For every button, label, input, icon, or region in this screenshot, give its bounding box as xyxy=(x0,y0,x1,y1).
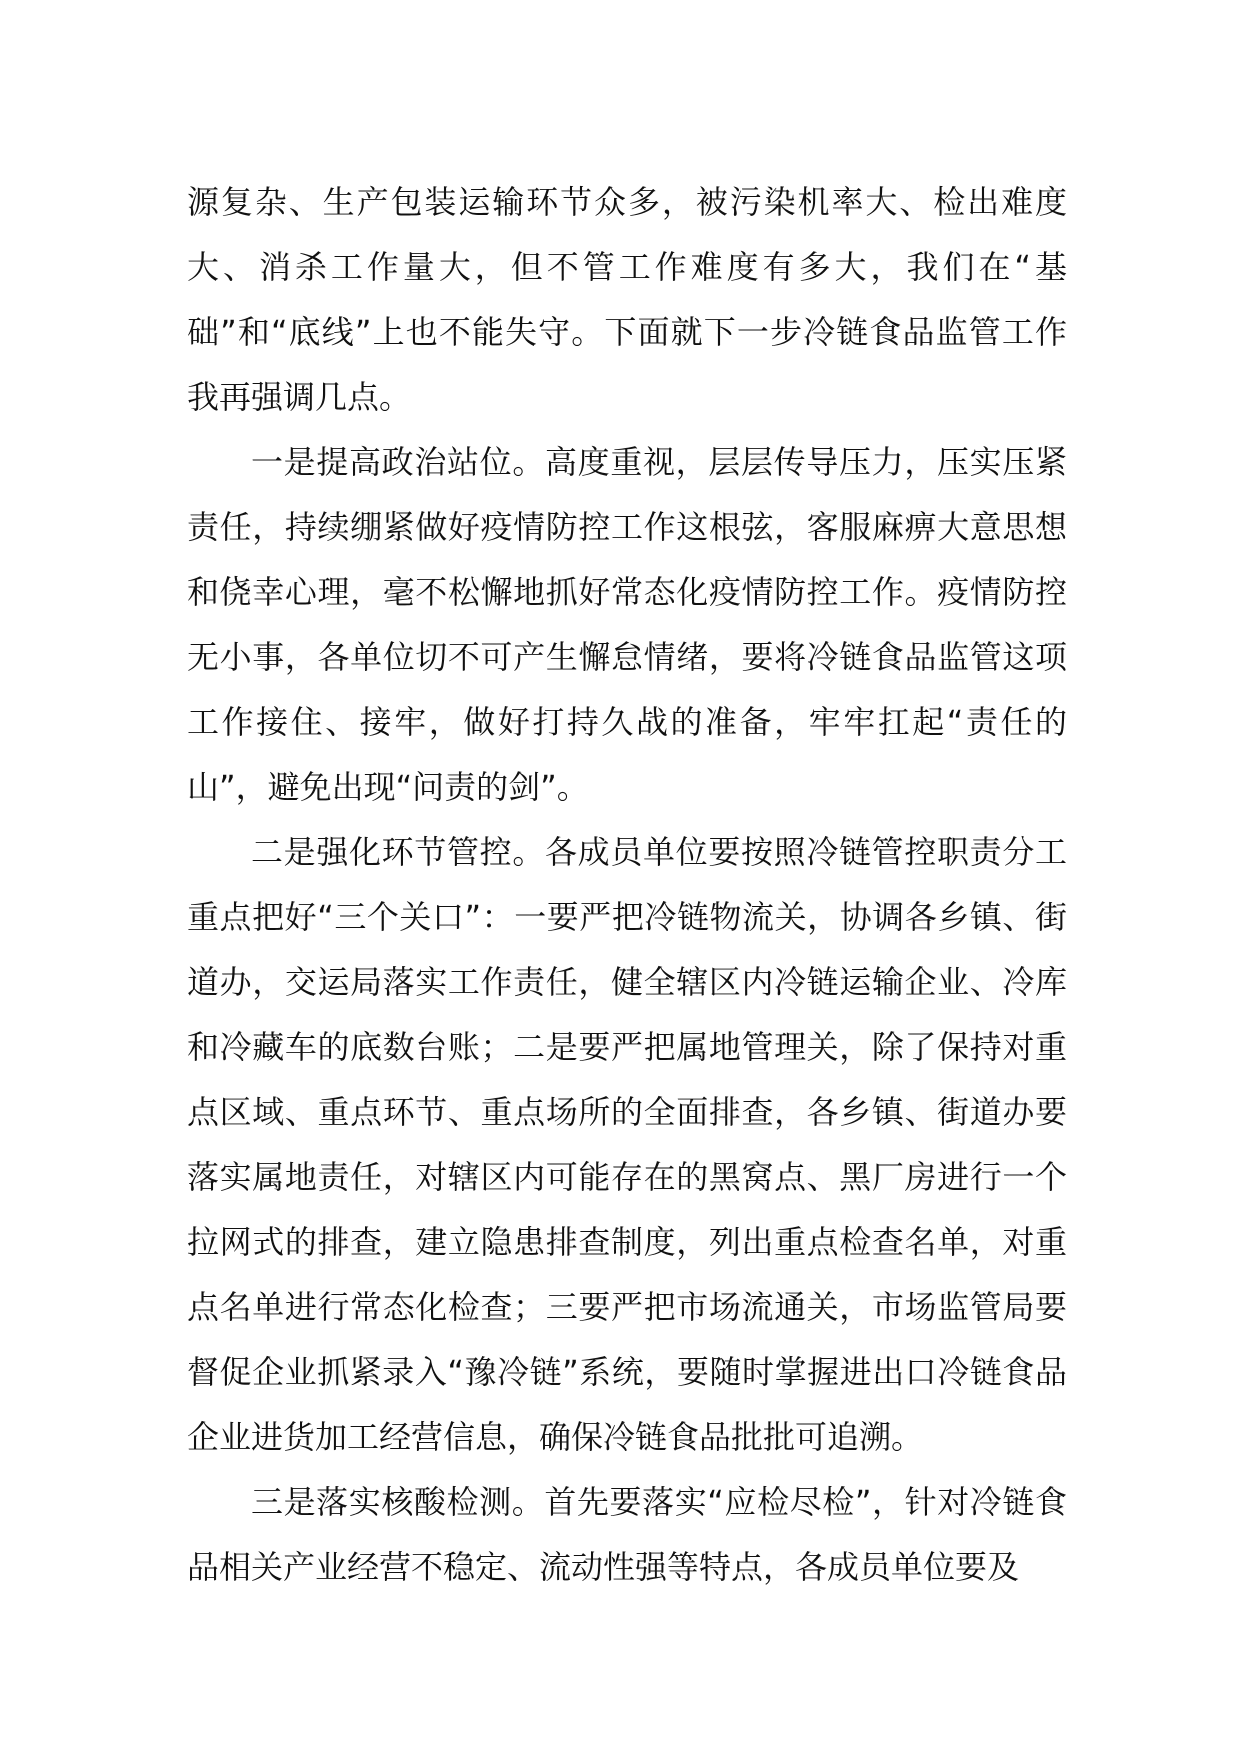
document-body xyxy=(187,170,1067,1600)
paragraph-link-control: 二是强化环节管控。各成员单位要按照冷链管控职责分工重点把好“三个关口”：一要严把冷链物流关，协调各乡镇、街道办，交运局落实工作责任，健全辖区内冷链运输企业、冷库和冷藏车的底数台账；二是要严把属地管理关，除了保持对重点区域、重点环节、重点场所的全面排查，各乡镇、街道办要落实属地责任，对辖区内可能存在的黑窝点、黑厂房进行一个拉网式的排查，建立隐患排查制度，列出重点检查名单，对重点名单进行常态化检查；三要严把市场流通关，市场监管局要督促企业抓紧录入“豫冷链”系统，要随时掌握进出口冷链食品企业进货加工经营信息，确保冷链食品批批可追溯。 xyxy=(187,833,1067,1456)
paragraph-continued-intro: 源复杂、生产包装运输环节众多，被污染机率大、检出难度大、消杀工作量大，但不管工作难度有多大，我们在“基础”和“底线”上也不能失守。下面就下一步冷链食品监管工作我再强调几点。 xyxy=(187,183,1067,416)
paragraph-political-stance: 一是提高政治站位。高度重视，层层传导压力，压实压紧责任，持续绷紧做好疫情防控工作这根弦，客服麻痹大意思想和侥幸心理，毫不松懈地抓好常态化疫情防控工作。疫情防控无小事，各单位切不可产生懈怠情绪，要将冷链食品监管这项工作接住、接牢，做好打持久战的准备，牢牢扛起“责任的山”，避免出现“问责的剑”。 xyxy=(187,443,1067,806)
paragraph-nucleic-acid-testing: 三是落实核酸检测。首先要落实“应检尽检”，针对冷链食品相关产业经营不稳定、流动性强等特点，各成员单位要及 xyxy=(187,1483,1067,1586)
